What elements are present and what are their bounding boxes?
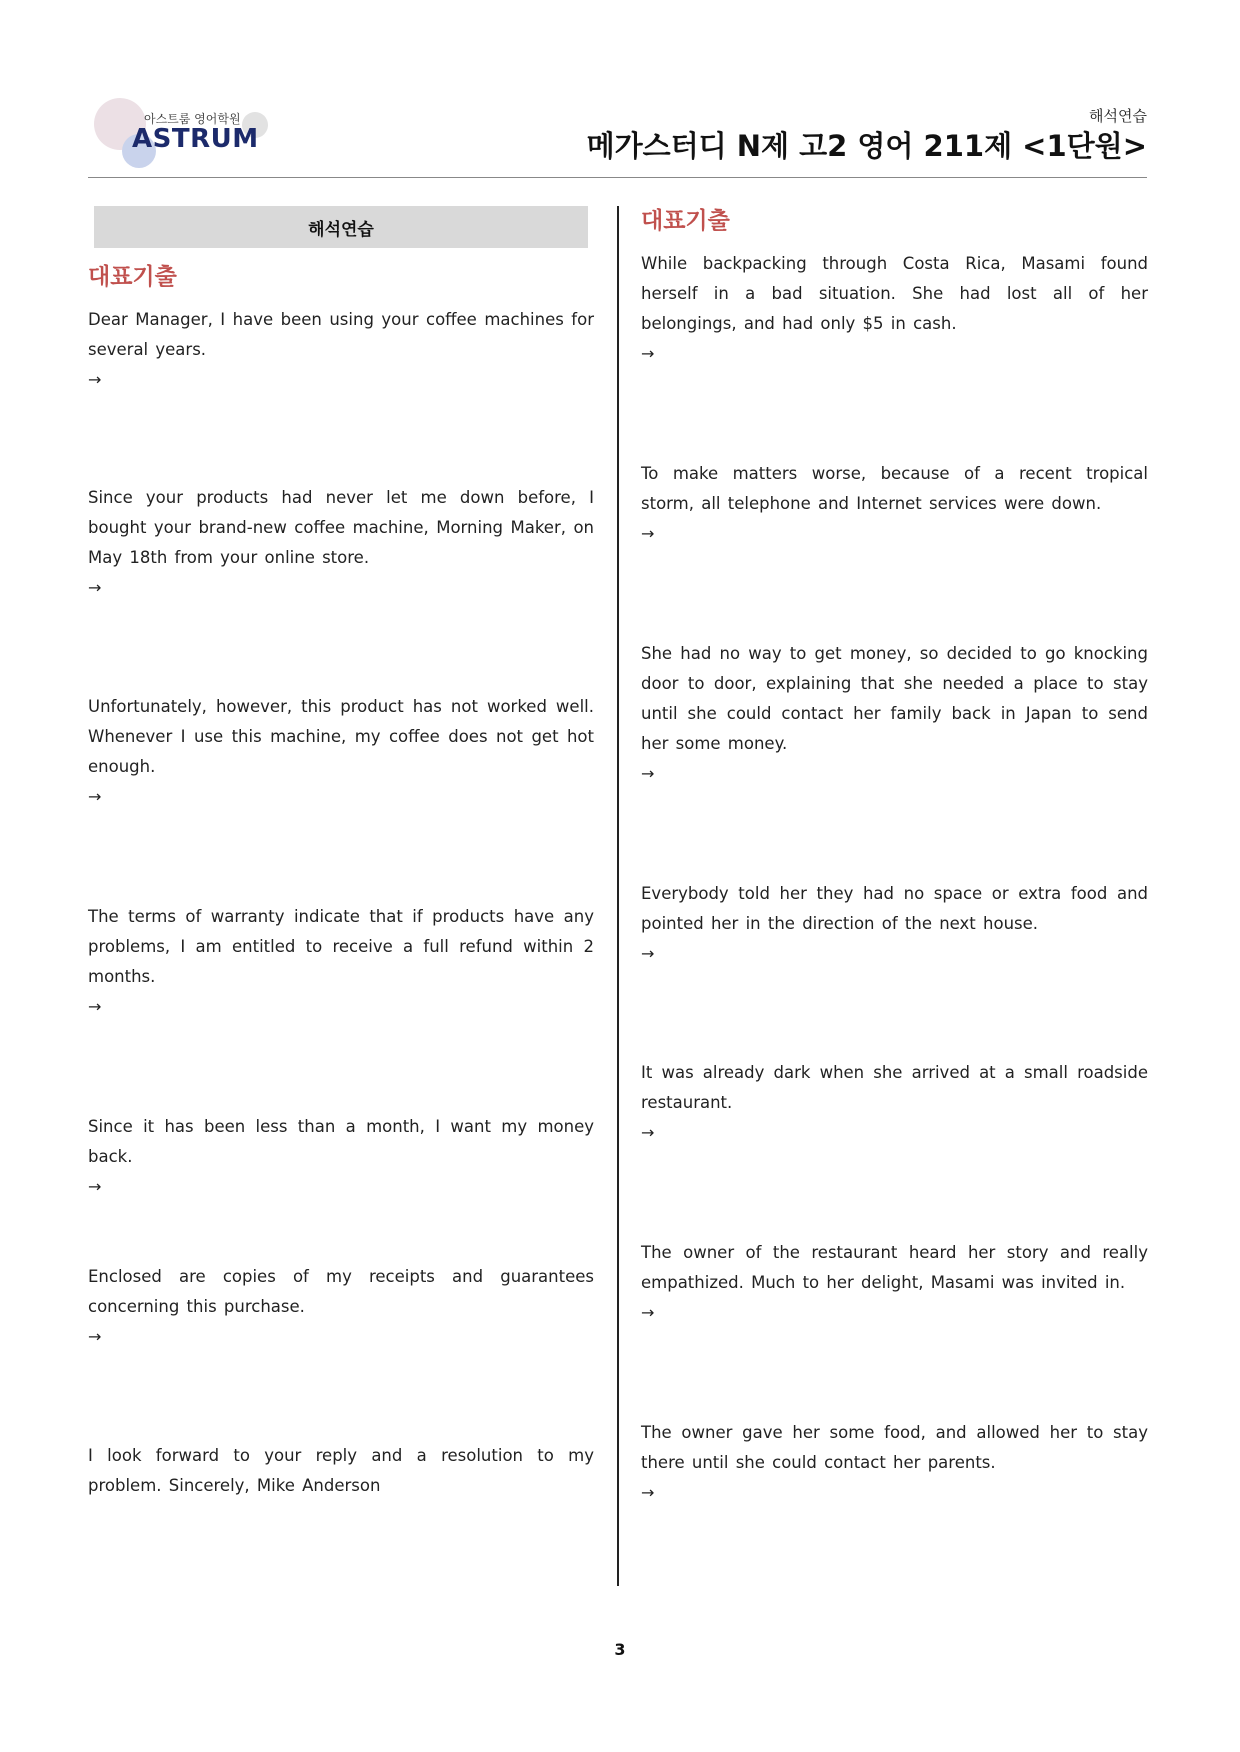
answer-arrow: → — [88, 997, 102, 1016]
left-passage-6 — [88, 1262, 594, 1352]
column-divider — [617, 206, 619, 1586]
logo-name: ASTRUM — [132, 124, 259, 154]
left-passage-3 — [88, 692, 594, 812]
passage-text: Enclosed are copies of my receipts and guarantees concerning this purchase. — [88, 1267, 594, 1316]
passage-text: Since your products had never let me down before, I bought your brand-new coffee machine, Morning Maker, on May 18th from your online store. — [88, 488, 594, 567]
right-passage-7 — [641, 1418, 1148, 1508]
passage-text: Unfortunately, however, this product has not worked well. Whenever I use this machine, my coffee does not get hot enough. — [88, 697, 594, 776]
right-heading: 대표기출 — [641, 208, 730, 234]
section-bar: 해석연습 — [94, 206, 588, 248]
answer-arrow: → — [641, 944, 655, 963]
left-passage-4 — [88, 902, 594, 1022]
left-heading: 대표기출 — [88, 264, 177, 290]
passage-text: Everybody told her they had no space or extra food and pointed her in the direction of the next house. — [641, 884, 1148, 933]
left-passage-5 — [88, 1112, 594, 1202]
logo-subtitle: 아스트룸 영어학원 — [144, 112, 241, 126]
passage-text: Dear Manager, I have been using your coffee machines for several years. — [88, 310, 594, 359]
answer-arrow: → — [88, 370, 102, 389]
header-divider — [88, 177, 1147, 178]
right-passage-2 — [641, 459, 1148, 549]
passage-text: Since it has been less than a month, I want my money back. — [88, 1117, 594, 1166]
left-passage-1 — [88, 305, 594, 395]
answer-arrow: → — [641, 1303, 655, 1322]
page-title: 메가스터디 N제 고2 영어 211제 <1단원> — [586, 129, 1147, 163]
passage-text: While backpacking through Costa Rica, Masami found herself in a bad situation. She had lost all of her belongings, and had only $5 in cash. — [641, 254, 1148, 333]
passage-text: It was already dark when she arrived at a small roadside restaurant. — [641, 1063, 1148, 1112]
left-passage-2 — [88, 483, 594, 603]
right-passage-4 — [641, 879, 1148, 969]
passage-text: She had no way to get money, so decided to go knocking door to door, explaining that she needed a place to stay until she could contact her family back in Japan to send her some money. — [641, 644, 1148, 753]
passage-text: The terms of warranty indicate that if products have any problems, I am entitled to receive a full refund within 2 months. — [88, 907, 594, 986]
academy-logo — [92, 96, 282, 168]
passage-text: To make matters worse, because of a recent tropical storm, all telephone and Internet services were down. — [641, 464, 1148, 513]
passage-text: The owner gave her some food, and allowed her to stay there until she could contact her parents. — [641, 1423, 1148, 1472]
right-passage-1 — [641, 249, 1148, 369]
header-section-label: 해석연습 — [1089, 107, 1147, 125]
right-passage-6 — [641, 1238, 1148, 1328]
answer-arrow: → — [641, 1483, 655, 1502]
answer-arrow: → — [88, 1177, 102, 1196]
answer-arrow: → — [641, 524, 655, 543]
answer-arrow: → — [641, 764, 655, 783]
page-number: 3 — [614, 1640, 626, 1659]
answer-arrow: → — [88, 578, 102, 597]
answer-arrow: → — [88, 1327, 102, 1346]
right-passage-5 — [641, 1058, 1148, 1148]
passage-text: I look forward to your reply and a resolution to my problem. Sincerely, Mike Anderson — [88, 1446, 594, 1495]
answer-arrow: → — [641, 1123, 655, 1142]
answer-arrow: → — [88, 787, 102, 806]
left-passage-7 — [88, 1441, 594, 1501]
passage-text: The owner of the restaurant heard her story and really empathized. Much to her delight, Masami was invited in. — [641, 1243, 1148, 1292]
answer-arrow: → — [641, 344, 655, 363]
right-passage-3 — [641, 639, 1148, 789]
